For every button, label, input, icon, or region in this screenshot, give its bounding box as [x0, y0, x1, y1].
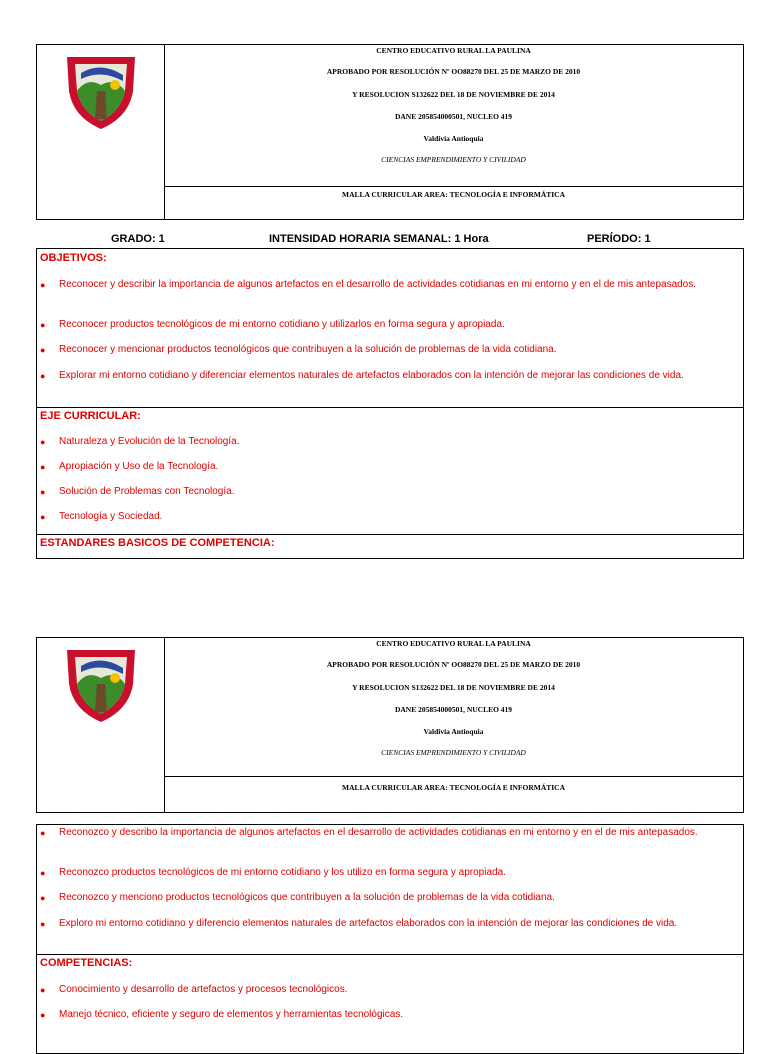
axis-title: EJE CURRICULAR: — [40, 410, 141, 422]
bullet-icon: ● — [40, 345, 46, 355]
bullet-icon: ● — [40, 893, 46, 903]
place-line: Valdivia Antioquia — [423, 134, 484, 143]
competence-item: ● Conocimiento y desarrollo de artefactos y procesos tecnológicos. — [40, 984, 348, 995]
axis-item: ● Naturaleza y Evolución de la Tecnología. — [40, 436, 240, 447]
area-line: MALLA CURRICULAR AREA: TECNOLOGÍA E INFORMÁTICA — [341, 190, 565, 199]
period-label: PERÍODO: 1 — [587, 233, 651, 245]
approval-line: APROBADO POR RESOLUCIÓN Nº OO88270 DEL 25 DE MARZO DE 2010 — [326, 660, 581, 669]
bullet-icon: ● — [40, 320, 46, 330]
school-shield-logo — [63, 51, 139, 131]
school-name: CENTRO EDUCATIVO RURAL LA PAULINA — [376, 639, 531, 648]
course-info-row — [36, 233, 744, 247]
bullet-icon: ● — [40, 985, 46, 995]
competence-item: ● Manejo técnico, eficiente y seguro de elementos y herramientas tecnológicas. — [40, 1009, 404, 1020]
bullet-icon: ● — [40, 1010, 46, 1020]
logo-cell — [37, 45, 165, 219]
standard-item: ● Exploro mi entorno cotidiano y diferencio elementos naturales de artefactos elaborados con la intención de mejorar las condiciones de vida. — [40, 918, 678, 929]
standard-item: ● Reconozco y menciono productos tecnológicos que contribuyen a la solución de problemas de la vida cotidiana. — [40, 892, 555, 903]
page1-content-box — [36, 248, 744, 559]
bullet-icon: ● — [40, 462, 46, 472]
axis-item: ● Solución de Problemas con Tecnología. — [40, 486, 235, 497]
place-line: Valdivia Antioquia — [423, 727, 484, 736]
bullet-icon: ● — [40, 868, 46, 878]
section-divider — [37, 534, 743, 535]
school-name: CENTRO EDUCATIVO RURAL LA PAULINA — [376, 46, 531, 55]
logo-cell — [37, 638, 165, 812]
header-divider — [164, 776, 743, 777]
bullet-icon: ● — [40, 437, 46, 447]
bullet-icon: ● — [40, 828, 46, 838]
approval-line: APROBADO POR RESOLUCIÓN Nº OO88270 DEL 25 DE MARZO DE 2010 — [326, 67, 581, 76]
document-header — [36, 637, 744, 813]
bullet-icon: ● — [40, 487, 46, 497]
intensity-label: INTENSIDAD HORARIA SEMANAL: 1 Hora — [269, 233, 489, 245]
objective-item: ● Reconocer y mencionar productos tecnológicos que contribuyen a la solución de problemas de la vida cotidiana. — [40, 344, 557, 355]
section-divider — [37, 407, 743, 408]
standard-item: ● Reconozco productos tecnológicos de mi entorno cotidiano y los utilizo en forma segura y apropiada. — [40, 867, 506, 878]
page2-content-box — [36, 824, 744, 1054]
standards-title: ESTANDARES BASICOS DE COMPETENCIA: — [40, 537, 275, 549]
motto-line: CIENCIAS EMPRENDIMIENTO Y CIVILIDAD — [381, 155, 526, 164]
objective-item: ● Reconocer y describir la importancia de algunos artefactos en el desarrollo de actividades cotidianas en mi entorno y en el de mis antepasados. — [40, 279, 697, 290]
bullet-icon: ● — [40, 371, 46, 381]
bullet-icon: ● — [40, 280, 46, 290]
document-header — [36, 44, 744, 220]
section-divider — [37, 954, 743, 955]
competences-title: COMPETENCIAS: — [40, 957, 133, 969]
objective-item: ● Explorar mi entorno cotidiano y diferenciar elementos naturales de artefactos elaborados con la intención de mejorar las condiciones de vida. — [40, 370, 684, 381]
bullet-icon: ● — [40, 919, 46, 929]
bullet-icon: ● — [40, 512, 46, 522]
axis-item: ● Apropiación y Uso de la Tecnología. — [40, 461, 219, 472]
resolution-line: Y RESOLUCION S132622 DEL 18 DE NOVIEMBRE DE 2014 — [352, 683, 555, 692]
objectives-title: OBJETIVOS: — [40, 252, 107, 264]
motto-line: CIENCIAS EMPRENDIMIENTO Y CIVILIDAD — [381, 748, 526, 757]
objective-item: ● Reconocer productos tecnológicos de mi entorno cotidiano y utilizarlos en forma segura y apropiada. — [40, 319, 505, 330]
standard-item: ● Reconozco y describo la importancia de algunos artefactos en el desarrollo de actividades cotidianas en mi entorno y en el de mis antepasados. — [40, 827, 698, 838]
axis-item: ● Tecnología y Sociedad. — [40, 511, 163, 522]
resolution-line: Y RESOLUCION S132622 DEL 18 DE NOVIEMBRE DE 2014 — [352, 90, 555, 99]
school-shield-logo — [63, 644, 139, 724]
area-line: MALLA CURRICULAR AREA: TECNOLOGÍA E INFORMÁTICA — [341, 783, 565, 792]
dane-line: DANE 205854000501, NUCLEO 419 — [394, 112, 513, 121]
header-divider — [164, 186, 743, 187]
grade-label: GRADO: 1 — [111, 233, 165, 245]
dane-line: DANE 205854000501, NUCLEO 419 — [394, 705, 513, 714]
